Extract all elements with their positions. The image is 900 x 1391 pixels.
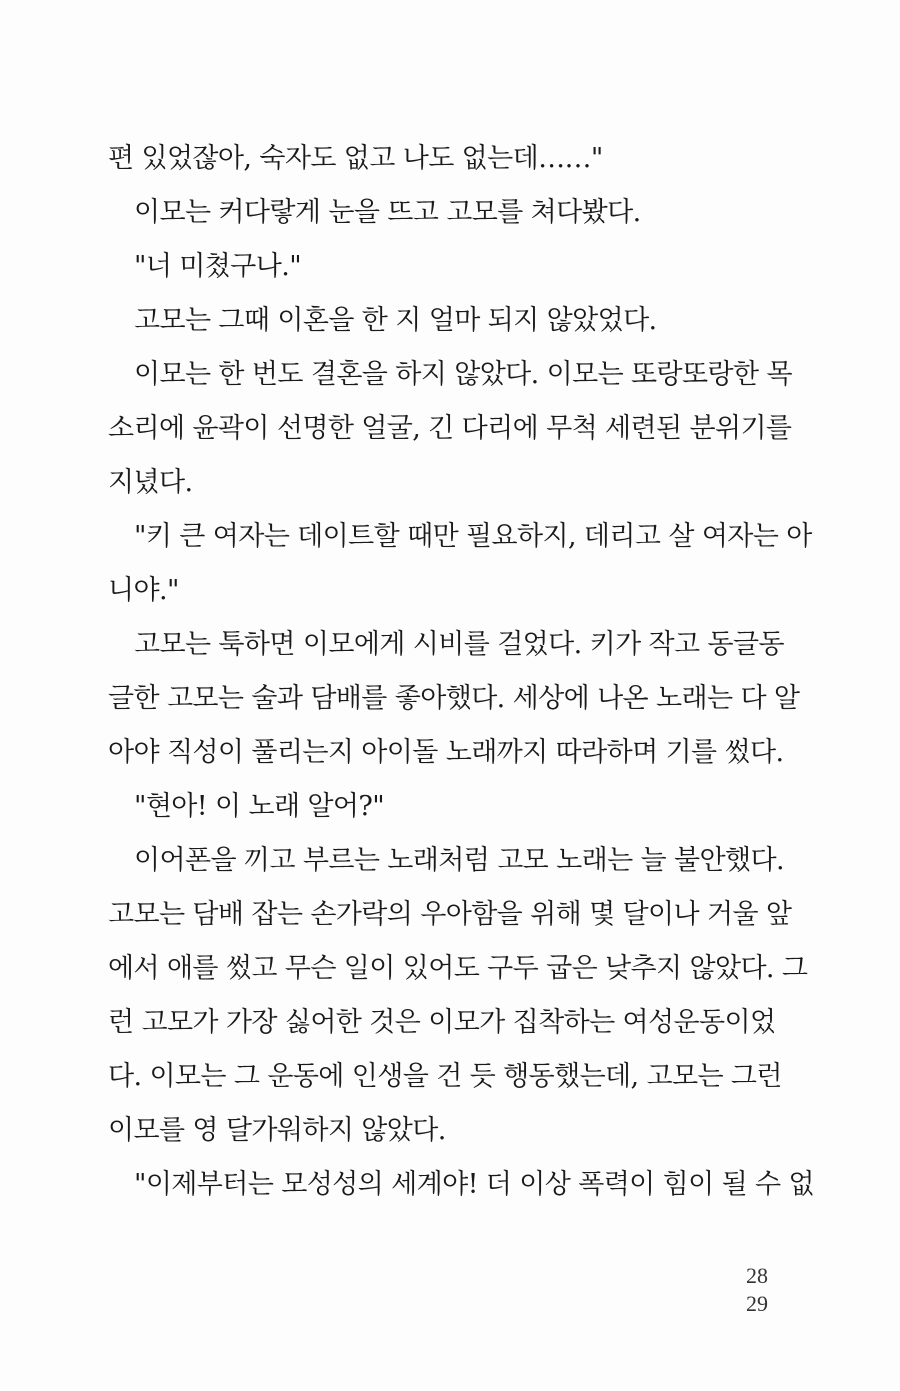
text-line-18: 다. 이모는 그 운동에 인생을 건 듯 행동했는데, 고모는 그런 [108, 1061, 782, 1092]
text-line-12: 아야 직성이 풀리는지 아이돌 노래까지 따라하며 기를 썼다. [108, 737, 784, 768]
text-line-10: 고모는 툭하면 이모에게 시비를 걸었다. 키가 작고 동글동 [134, 629, 784, 660]
text-line-3: "너 미쳤구나." [134, 251, 302, 282]
text-line-19: 이모를 영 달가워하지 않았다. [108, 1115, 446, 1146]
text-line-14: 이어폰을 끼고 부르는 노래처럼 고모 노래는 늘 불안했다. [134, 845, 784, 876]
text-line-5: 이모는 한 번도 결혼을 하지 않았다. 이모는 또랑또랑한 목 [134, 359, 792, 390]
text-line-8: "키 큰 여자는 데이트할 때만 필요하지, 데리고 살 여자는 아 [134, 521, 812, 552]
left-page-number: 28 [746, 1263, 768, 1288]
text-line-20: "이제부터는 모성성의 세계야! 더 이상 폭력이 힘이 될 수 없 [134, 1169, 814, 1200]
text-line-2: 이모는 커다랗게 눈을 뜨고 고모를 쳐다봤다. [134, 197, 641, 228]
text-line-13: "현아! 이 노래 알어?" [134, 791, 385, 822]
right-page-number: 29 [746, 1291, 768, 1316]
text-line-11: 글한 고모는 술과 담배를 좋아했다. 세상에 나온 노래는 다 알 [108, 683, 800, 714]
text-line-17: 런 고모가 가장 싫어한 것은 이모가 집착하는 여성운동이었 [108, 1007, 776, 1038]
text-line-6: 소리에 윤곽이 선명한 얼굴, 긴 다리에 무척 세련된 분위기를 [108, 413, 792, 444]
text-line-1: 편 있었잖아, 숙자도 없고 나도 없는데……" [108, 143, 603, 174]
text-line-9: 니야." [108, 575, 179, 606]
text-line-7: 지녔다. [108, 467, 193, 498]
text-line-4: 고모는 그때 이혼을 한 지 얼마 되지 않았었다. [134, 305, 657, 336]
text-line-16: 에서 애를 썼고 무슨 일이 있어도 구두 굽은 낮추지 않았다. 그 [108, 953, 808, 984]
page-numbers [746, 1262, 768, 1318]
text-line-15: 고모는 담배 잡는 손가락의 우아함을 위해 몇 달이나 거울 앞 [108, 899, 792, 930]
